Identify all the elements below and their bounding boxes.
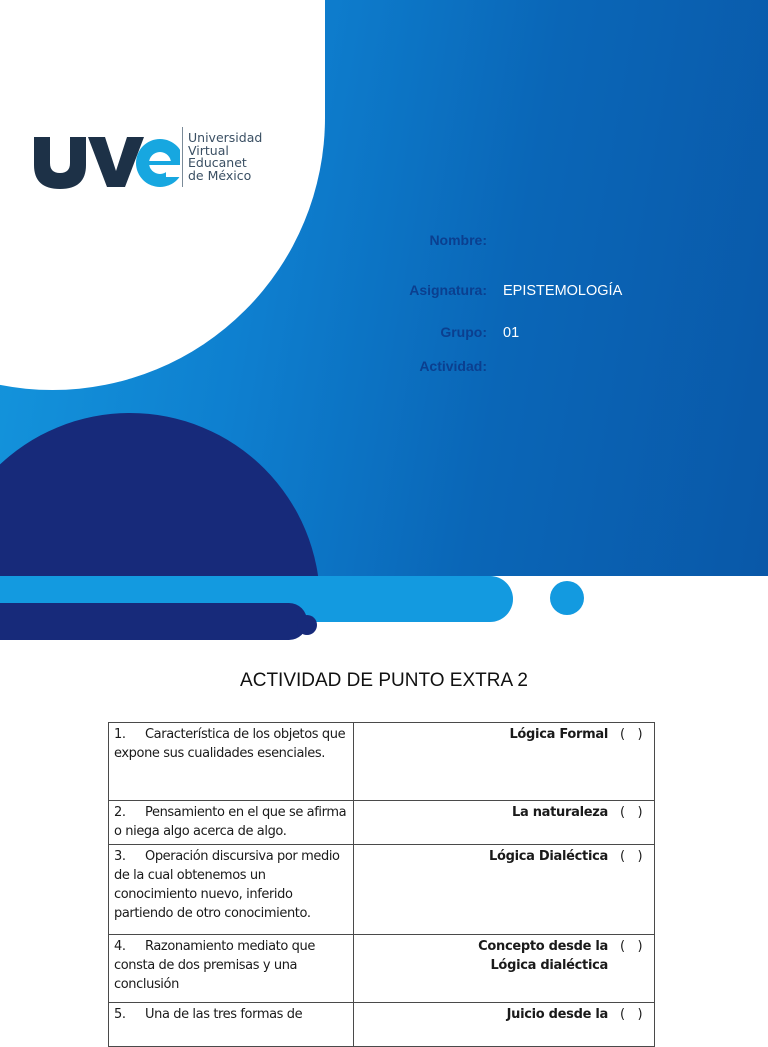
decorative-pills: [0, 576, 768, 646]
grupo-label: Grupo:: [440, 324, 487, 340]
question-number: 4.: [114, 939, 126, 954]
asignatura-label: Asignatura:: [409, 282, 487, 298]
answer-cell: [354, 723, 655, 801]
answer-blank[interactable]: ( ): [620, 939, 643, 954]
answer-cell: [354, 935, 655, 1003]
asignatura-row: [360, 282, 622, 299]
navy-circle-decoration: [0, 413, 320, 576]
answer-blank[interactable]: ( ): [620, 849, 643, 864]
table-row: [109, 1003, 655, 1047]
question-text: Razonamiento mediato que consta de dos premisas y una conclusión: [114, 939, 315, 992]
table-row: [109, 845, 655, 935]
nombre-row: [360, 232, 503, 248]
question-text: Característica de los objetos que expone sus cualidades esenciales.: [114, 727, 346, 761]
answer-cell: [354, 845, 655, 935]
question-cell: [109, 935, 354, 1003]
logo-wordmark: [188, 132, 262, 182]
uve-logo-mark: [30, 119, 180, 195]
question-number: 3.: [114, 849, 126, 864]
question-number: 5.: [114, 1007, 126, 1022]
table-row: [109, 935, 655, 1003]
answer-cell: [354, 801, 655, 845]
question-cell: [109, 723, 354, 801]
logo-line: Universidad: [188, 130, 263, 145]
question-text: Una de las tres formas de: [145, 1007, 303, 1022]
logo-line: de México: [188, 167, 252, 183]
uve-logo: [30, 112, 280, 202]
question-text: Pensamiento en el que se afirma o niega algo acerca de algo.: [114, 805, 347, 839]
question-number: 1.: [114, 727, 126, 742]
blue-dot: [550, 581, 584, 615]
answer-blank[interactable]: ( ): [620, 1007, 643, 1022]
question-cell: [109, 845, 354, 935]
actividad-row: [360, 358, 503, 374]
logo-separator: [182, 127, 183, 187]
asignatura-value: EPISTEMOLOGÍA: [503, 283, 623, 299]
grupo-row: [360, 324, 519, 341]
nombre-label: Nombre:: [429, 232, 487, 248]
answer-label: Concepto desde la Lógica dialéctica: [478, 939, 608, 973]
question-cell: [109, 801, 354, 845]
answer-blank[interactable]: ( ): [620, 727, 643, 742]
answer-label: Juicio desde la: [506, 1007, 608, 1022]
table-row: [109, 801, 655, 845]
table-row: [109, 723, 655, 801]
answer-blank[interactable]: ( ): [620, 805, 643, 820]
answer-cell: [354, 1003, 655, 1047]
actividad-label: Actividad:: [419, 358, 487, 374]
answer-label: La naturaleza: [512, 805, 608, 820]
grupo-value: 01: [503, 325, 520, 341]
question-cell: [109, 1003, 354, 1047]
logo-line: Educanet: [188, 155, 247, 170]
question-number: 2.: [114, 805, 126, 820]
navy-pill: [0, 603, 307, 640]
question-text: Operación discursiva por medio de la cual obtenemos un conocimiento nuevo, inferido partiendo de otro conocimiento.: [114, 849, 340, 921]
navy-dot: [297, 615, 317, 635]
activity-title: ACTIVIDAD DE PUNTO EXTRA 2: [240, 670, 528, 691]
matching-table: [108, 722, 655, 1047]
answer-label: Lógica Formal: [509, 727, 608, 742]
answer-label: Lógica Dialéctica: [488, 849, 608, 864]
logo-line: Virtual: [188, 142, 229, 158]
